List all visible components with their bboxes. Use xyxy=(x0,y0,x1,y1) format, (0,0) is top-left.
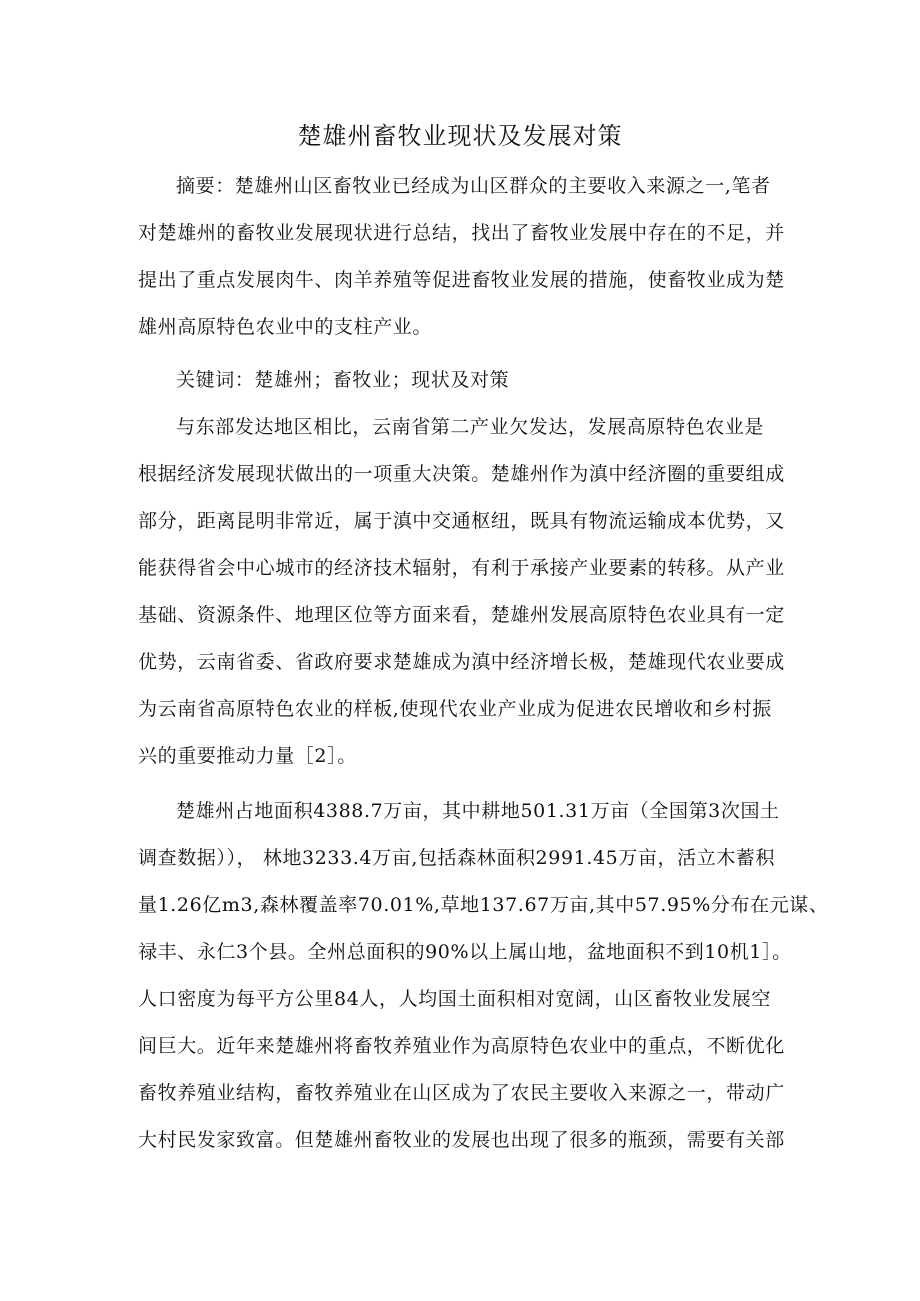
paragraph-line: 与东部发达地区相比，云南省第二产业欠发达，发展高原特色农业是 xyxy=(176,416,765,438)
paragraph-line: 基础、资源条件、地理区位等方面来看，楚雄州发展高原特色农业具有一定 xyxy=(138,604,785,626)
document-title: 楚雄州畜牧业现状及发展对策 xyxy=(297,122,623,150)
paragraph-line: 间巨大。近年来楚雄州将畜牧养殖业作为高原特色农业中的重点，不断优化 xyxy=(138,1035,785,1057)
abstract-line: 雄州高原特色农业中的支柱产业。 xyxy=(138,316,433,338)
abstract-line: 提出了重点发展肉牛、肉羊养殖等促进畜牧业发展的措施，使畜牧业成为楚 xyxy=(138,269,785,291)
paragraph-line: 能获得省会中心城市的经济技术辐射，有利于承接产业要素的转移。从产业 xyxy=(138,557,785,579)
paragraph-line: 部分，距离昆明非常近，属于滇中交通枢纽，既具有物流运输成本优势，又 xyxy=(138,510,785,532)
paragraph-line: 量1.26亿m3,森林覆盖率70.01%,草地137.67万亩,其中57.95%分布在元谋、 xyxy=(138,894,829,916)
paragraph-line: 禄丰、永仁3个县。全州总面积的90%以上属山地，盆地面积不到10机1］。 xyxy=(138,941,792,963)
paragraph-line: 根据经济发展现状做出的一项重大决策。楚雄州作为滇中经济圈的重要组成 xyxy=(138,463,785,485)
keywords-line: 关键词：楚雄州；畜牧业；现状及对策 xyxy=(176,369,510,391)
paragraph-line: 为云南省高原特色农业的样板,使现代农业产业成为促进农民增收和乡村振 xyxy=(138,698,772,720)
paragraph-line: 畜牧养殖业结构，畜牧养殖业在山区成为了农民主要收入来源之一，带动广 xyxy=(138,1082,785,1104)
paragraph-line: 楚雄州占地面积4388.7万亩，其中耕地501.31万亩（全国第3次国土 xyxy=(176,800,780,822)
paragraph-line: 优势，云南省委、省政府要求楚雄成为滇中经济增长极，楚雄现代农业要成 xyxy=(138,651,785,673)
paragraph-line: 调查数据））， 林地3233.4万亩,包括森林面积2991.45万亩，活立木蓄积 xyxy=(138,847,776,869)
paragraph-line: 兴的重要推动力量［2］。 xyxy=(138,745,357,767)
abstract-line: 对楚雄州的畜牧业发展现状进行总结，找出了畜牧业发展中存在的不足，并 xyxy=(138,222,785,244)
paragraph-line: 大村民发家致富。但楚雄州畜牧业的发展也出现了很多的瓶颈，需要有关部 xyxy=(138,1129,785,1151)
abstract-line: 摘要：楚雄州山区畜牧业已经成为山区群众的主要收入来源之一,笔者 xyxy=(176,175,771,197)
paragraph-line: 人口密度为每平方公里84人，人均国土面积相对宽阔，山区畜牧业发展空 xyxy=(138,988,771,1010)
